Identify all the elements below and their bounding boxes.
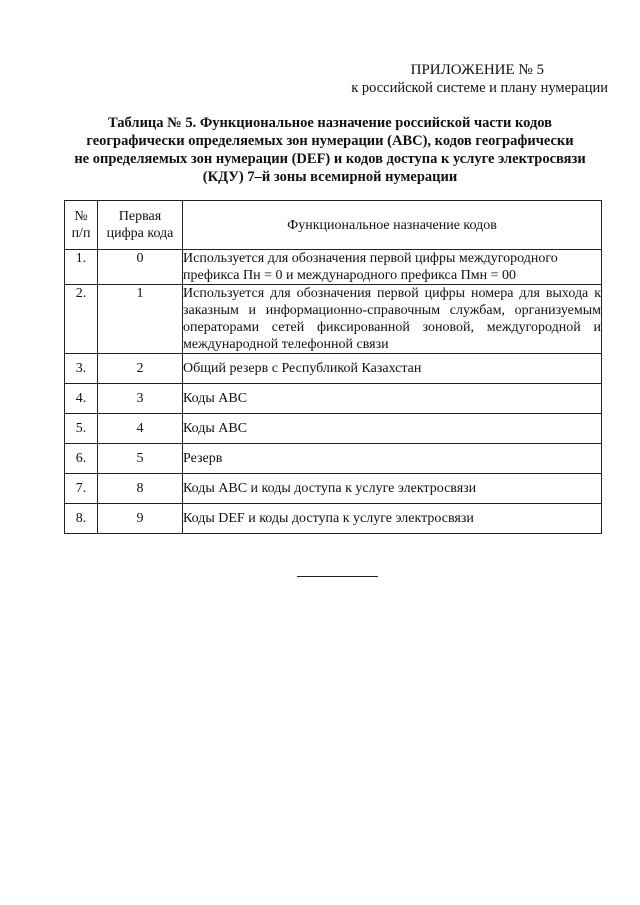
row-digit: 1	[98, 285, 183, 354]
row-num: 8.	[65, 504, 98, 534]
header-num-line: №	[74, 209, 88, 224]
row-digit: 9	[98, 504, 183, 534]
header-desc: Функциональное назначение кодов	[183, 201, 602, 250]
row-desc: Коды DEF и коды доступа к услуге электросвязи	[183, 504, 602, 534]
header-num-line: п/п	[71, 226, 91, 241]
row-num: 7.	[65, 474, 98, 504]
table-title-line: Таблица № 5. Функциональное назначение российской части кодов	[107, 115, 552, 131]
row-num: 2.	[65, 285, 98, 354]
row-desc: Коды АВС	[183, 414, 602, 444]
table-row	[65, 504, 602, 534]
table-row	[65, 384, 602, 414]
row-num: 5.	[65, 414, 98, 444]
header-digit-line: Первая	[118, 209, 162, 224]
row-num: 1.	[65, 250, 98, 285]
row-desc: Используется для обозначения первой цифры междугородного префикса Пн = 0 и международного префикса Пмн = 00	[183, 250, 602, 285]
header-digit	[98, 201, 183, 250]
row-num: 3.	[65, 354, 98, 384]
row-num: 4.	[65, 384, 98, 414]
table-row	[65, 444, 602, 474]
table-title-line: (КДУ) 7–й зоны всемирной нумерации	[202, 169, 458, 185]
table-row	[65, 474, 602, 504]
table-row	[65, 250, 602, 285]
codes-table	[64, 200, 602, 534]
row-desc: Используется для обозначения первой цифры номера для выхода к заказным и информационно-справочным службам, организуемым операторами сетей фиксированной зоновой, междугородной и международной телефонной связи	[183, 286, 601, 352]
table-row	[65, 354, 602, 384]
table-row	[65, 285, 602, 354]
row-desc: Коды АВС	[183, 384, 602, 414]
table-title	[60, 114, 600, 186]
row-digit: 8	[98, 474, 183, 504]
table-title-line: географически определяемых зон нумерации (АВС), кодов географически	[86, 133, 574, 149]
row-digit: 4	[98, 414, 183, 444]
row-digit: 0	[98, 250, 183, 285]
appendix-subtitle: к российской системе и плану нумерации	[351, 80, 608, 96]
appendix-label: ПРИЛОЖЕНИЕ № 5	[410, 62, 544, 78]
row-digit: 2	[98, 354, 183, 384]
row-desc: Общий резерв с Республикой Казахстан	[183, 354, 602, 384]
table-row	[65, 414, 602, 444]
row-desc: Коды АВС и коды доступа к услуге электросвязи	[183, 474, 602, 504]
header-num	[65, 201, 98, 250]
table-header-row	[65, 201, 602, 250]
header-digit-line: цифра кода	[106, 226, 174, 241]
end-divider	[297, 576, 378, 577]
row-digit: 5	[98, 444, 183, 474]
row-digit: 3	[98, 384, 183, 414]
row-num: 6.	[65, 444, 98, 474]
row-desc: Резерв	[183, 444, 602, 474]
table-title-line: не определяемых зон нумерации (DEF) и кодов доступа к услуге электросвязи	[74, 151, 586, 167]
